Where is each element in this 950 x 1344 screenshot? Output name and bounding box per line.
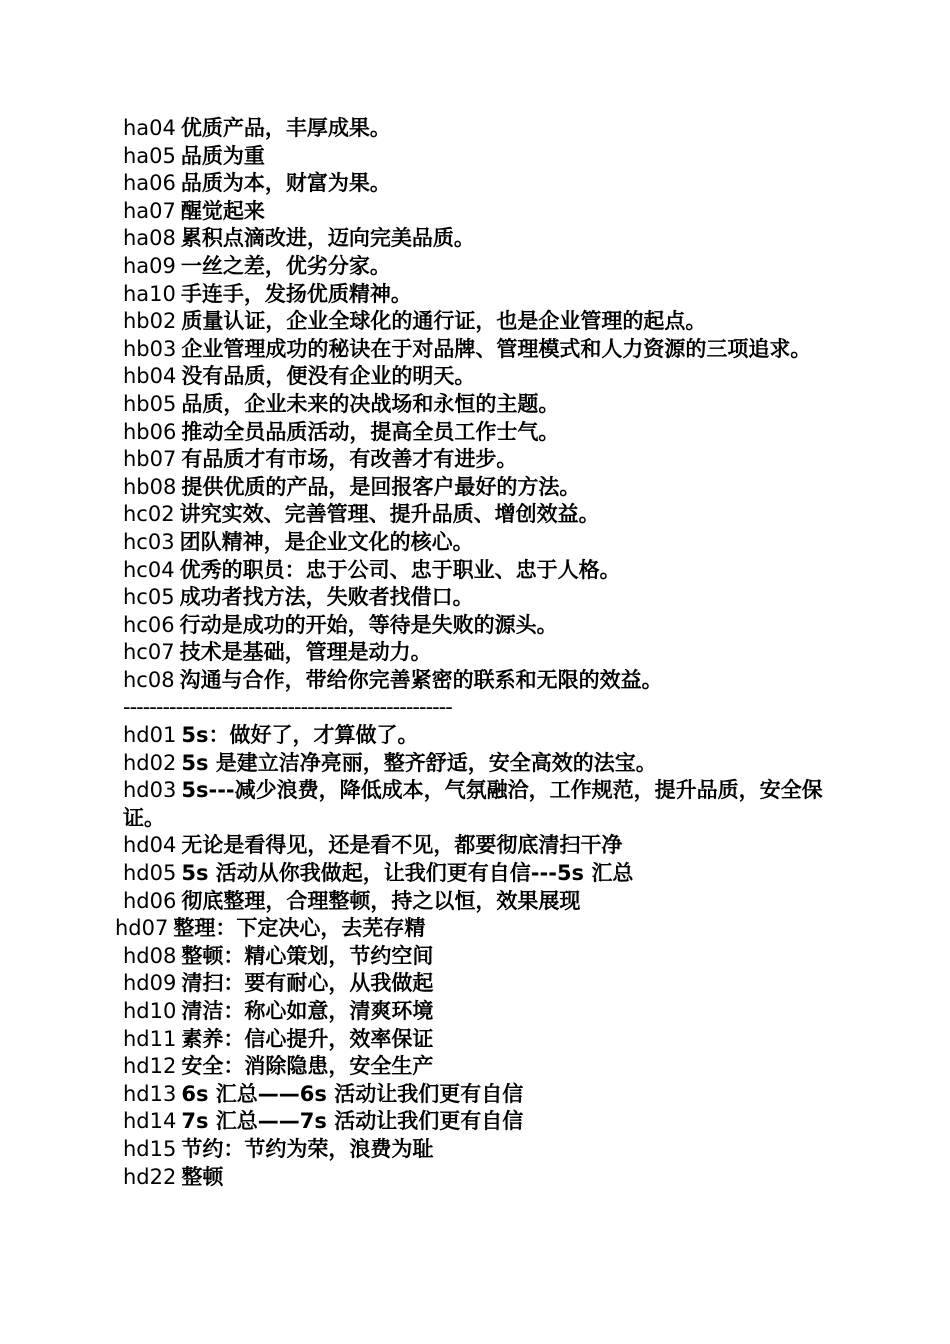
slogan-text: 醒觉起来 [180, 198, 265, 223]
slogan-text: 一丝之差，优劣分家。 [180, 253, 391, 278]
slogan-line [115, 363, 835, 391]
slogan-text: 行动是成功的开始，等待是失败的源头。 [179, 612, 558, 637]
slogan-line [115, 529, 835, 557]
slogan-line [115, 639, 835, 667]
slogan-line [115, 915, 835, 943]
slogan-list-5s [115, 722, 835, 1191]
slogan-line [115, 860, 835, 888]
slogan-text: 成功者找方法，失败者找借口。 [179, 585, 474, 610]
slogan-text: 品质为重 [180, 143, 265, 168]
slogan-line [115, 143, 835, 171]
slogan-line [115, 446, 835, 474]
slogan-text: 整理：下定决心，去芜存精 [173, 916, 426, 941]
slogan-code: hd04 [123, 833, 177, 858]
slogan-line [115, 281, 835, 309]
slogan-text: 7s 汇总——7s 活动让我们更有自信 [181, 1109, 524, 1134]
slogan-line [115, 970, 835, 998]
slogan-line [115, 832, 835, 860]
slogan-line [115, 722, 835, 750]
slogan-line [115, 584, 835, 612]
slogan-text: 提供优质的产品，是回报客户最好的方法。 [181, 474, 581, 499]
slogan-line [115, 391, 835, 419]
slogan-text: 5s：做好了，才算做了。 [181, 723, 419, 748]
slogan-line [115, 474, 835, 502]
slogan-code: hc03 [123, 529, 175, 554]
slogan-text: 推动全员品质活动，提高全员工作士气。 [181, 419, 560, 444]
slogan-code: ha07 [123, 198, 176, 223]
slogan-line [115, 557, 835, 585]
slogan-code: ha06 [123, 171, 176, 196]
slogan-text: 累积点滴改进，迈向完美品质。 [180, 226, 475, 251]
slogan-line [115, 225, 835, 253]
slogan-text: 清扫：要有耐心，从我做起 [181, 971, 434, 996]
slogan-code: hd12 [123, 1054, 177, 1079]
slogan-line [115, 612, 835, 640]
slogan-code: hd06 [123, 888, 177, 913]
slogan-code: hd08 [123, 943, 177, 968]
slogan-text: 手连手，发扬优质精神。 [180, 281, 412, 306]
slogan-line [115, 336, 835, 364]
slogan-text: 彻底整理，合理整顿，持之以恒，效果展现 [181, 888, 581, 913]
slogan-text: 安全：消除隐患，安全生产 [181, 1054, 434, 1079]
document-page [115, 115, 835, 1191]
slogan-line [115, 1081, 835, 1109]
slogan-text: 有品质才有市场，有改善才有进步。 [181, 447, 518, 472]
slogan-text: 沟通与合作，带给你完善紧密的联系和无限的效益。 [179, 667, 663, 692]
slogan-line [115, 115, 835, 143]
slogan-text: 品质为本，财富为果。 [180, 171, 391, 196]
slogan-text: 团队精神，是企业文化的核心。 [179, 529, 474, 554]
slogan-code: hb06 [123, 419, 177, 444]
slogan-line [115, 943, 835, 971]
slogan-code: hc07 [123, 640, 175, 665]
slogan-code: hd07 [115, 916, 169, 941]
slogan-text: 技术是基础，管理是动力。 [179, 640, 432, 665]
slogan-code: ha08 [123, 226, 176, 251]
slogan-line [115, 1164, 835, 1192]
slogan-text: 质量认证，企业全球化的通行证，也是企业管理的起点。 [181, 309, 707, 334]
slogan-line [115, 667, 835, 695]
slogan-line [115, 198, 835, 226]
slogan-code: hd02 [123, 750, 177, 775]
slogan-code: hd11 [123, 1026, 177, 1051]
slogan-code: hd22 [123, 1164, 177, 1189]
slogan-text: 讲究实效、完善管理、提升品质、增创效益。 [179, 502, 600, 527]
slogan-line [115, 1136, 835, 1164]
slogan-code: hb03 [123, 336, 177, 361]
slogan-code: hd13 [123, 1081, 177, 1106]
slogan-text: 5s 是建立洁净亮丽，整齐舒适，安全高效的法宝。 [181, 750, 657, 775]
slogan-text: 5s---减少浪费，降低成本，气氛融洽，工作规范，提升品质，安全保证。 [123, 778, 823, 830]
slogan-code: hc08 [123, 667, 175, 692]
slogan-line [115, 998, 835, 1026]
section-separator: -------------------------------------------------- [123, 695, 452, 720]
slogan-text: 清洁：称心如意，清爽环境 [181, 999, 434, 1023]
slogan-code: hd05 [123, 861, 177, 886]
slogan-line [115, 888, 835, 916]
slogan-code: hb05 [123, 391, 177, 416]
slogan-text: 6s 汇总——6s 活动让我们更有自信 [181, 1081, 524, 1106]
slogan-line [115, 1026, 835, 1054]
slogan-code: hd03 [123, 778, 177, 803]
slogan-code: hd09 [123, 971, 177, 996]
slogan-line [115, 253, 835, 281]
slogan-code: hc02 [123, 502, 175, 527]
slogan-text: 整顿：精心策划，节约空间 [181, 943, 434, 968]
slogan-code: hb07 [123, 447, 177, 472]
slogan-text: 素养：信心提升，效率保证 [181, 1026, 434, 1051]
slogan-text: 品质，企业未来的决战场和永恒的主题。 [181, 391, 560, 416]
slogan-text: 没有品质，便没有企业的明天。 [181, 364, 476, 389]
slogan-line [115, 419, 835, 447]
slogan-code: ha10 [123, 281, 176, 306]
slogan-text: 优秀的职员：忠于公司、忠于职业、忠于人格。 [179, 557, 621, 582]
slogan-text: 5s 活动从你我做起，让我们更有自信---5s 汇总 [181, 861, 634, 886]
slogan-text: 节约：节约为荣，浪费为耻 [181, 1136, 434, 1161]
slogan-code: ha09 [123, 253, 176, 278]
slogan-code: hc05 [123, 585, 175, 610]
slogan-line [115, 1108, 835, 1136]
slogan-line [115, 308, 835, 336]
slogan-line [115, 1053, 835, 1081]
slogan-code: hd01 [123, 723, 177, 748]
slogan-code: hd10 [123, 999, 177, 1023]
slogan-line [115, 501, 835, 529]
slogan-line [115, 777, 835, 832]
slogan-code: hd15 [123, 1136, 177, 1161]
slogan-code: hc04 [123, 557, 175, 582]
slogan-code: hd14 [123, 1109, 177, 1134]
slogan-code: hb02 [123, 309, 177, 334]
slogan-text: 企业管理成功的秘诀在于对品牌、管理模式和人力资源的三项追求。 [181, 336, 812, 361]
slogan-list-quality [115, 115, 835, 694]
slogan-text: 整顿 [181, 1164, 224, 1189]
slogan-text: 优质产品，丰厚成果。 [180, 116, 391, 140]
slogan-code: hb04 [123, 364, 177, 389]
slogan-code: hb08 [123, 474, 177, 499]
slogan-code: ha05 [123, 143, 176, 168]
slogan-line [115, 170, 835, 198]
slogan-code: ha04 [123, 116, 176, 140]
slogan-text: 无论是看得见，还是看不见，都要彻底清扫干净 [181, 833, 623, 858]
slogan-line [115, 750, 835, 778]
slogan-code: hc06 [123, 612, 175, 637]
